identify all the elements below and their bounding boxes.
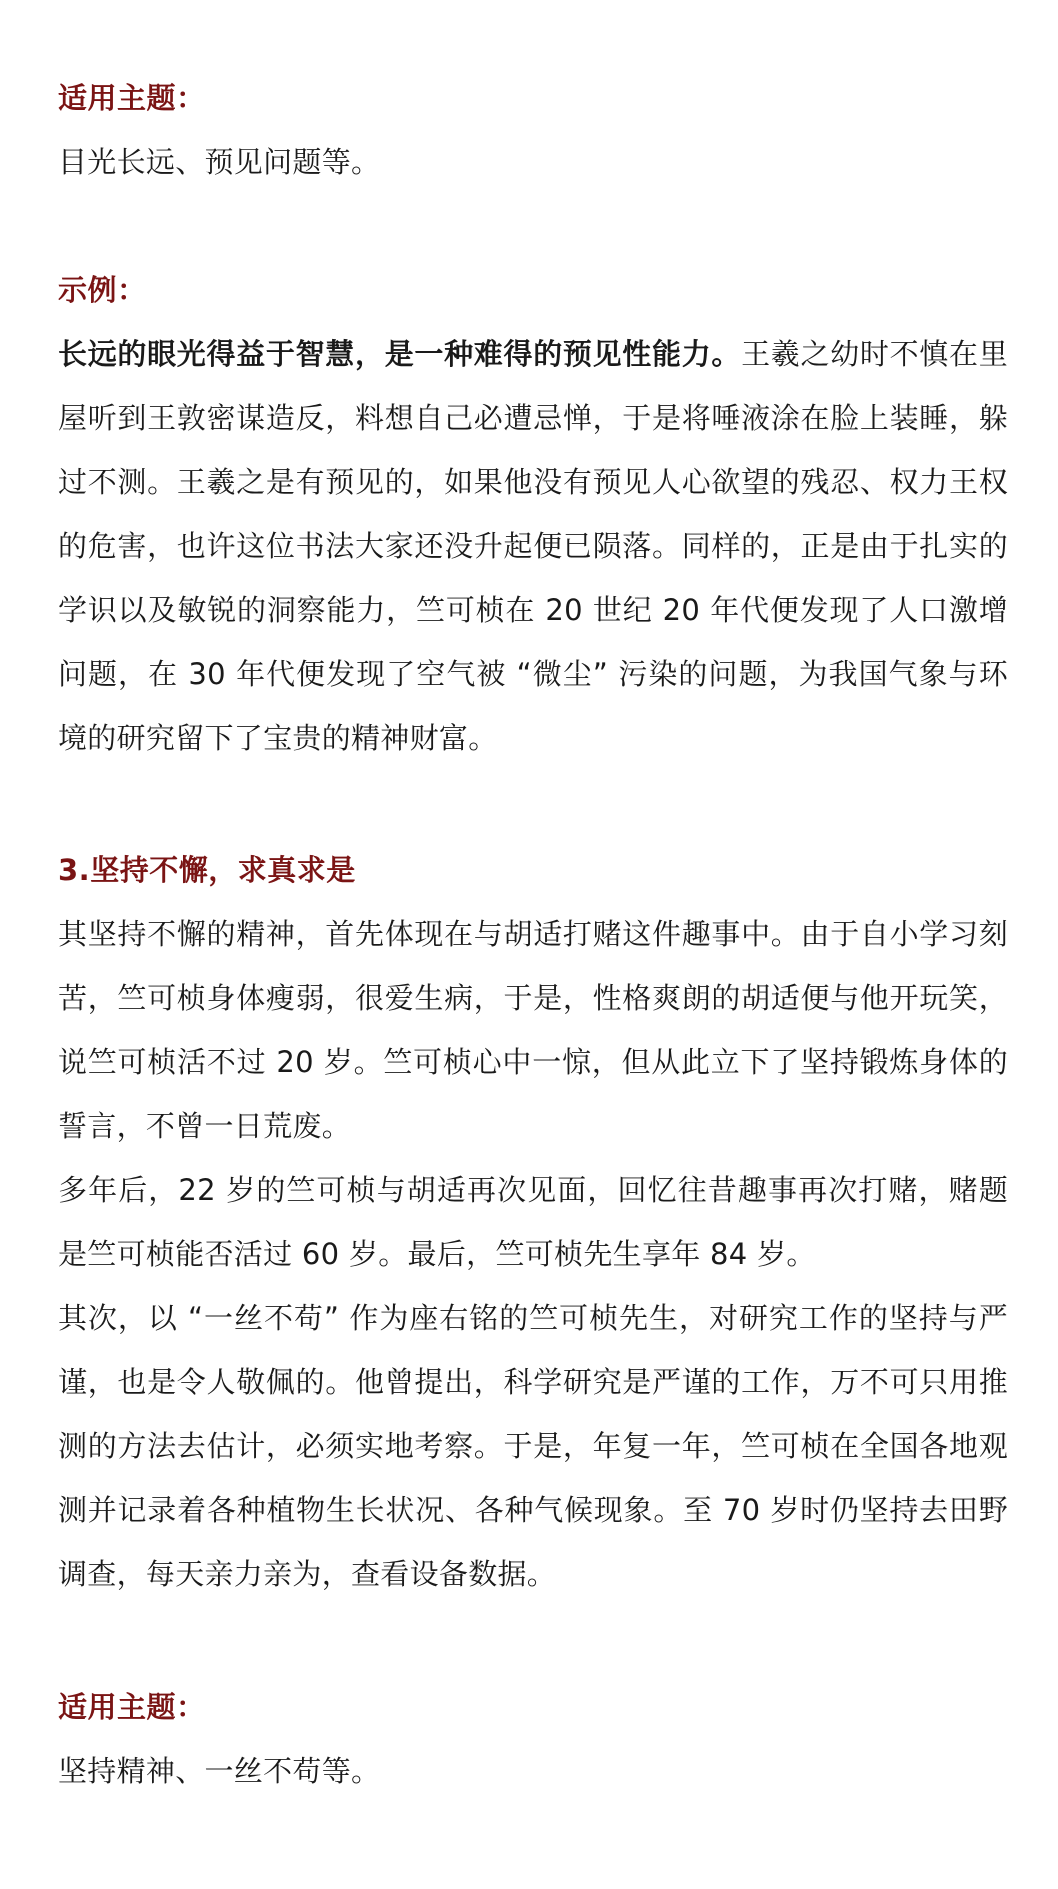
example-body-text: 王羲之幼时不慎在里屋听到王敦密谋造反，料想自己必遭忌惮，于是将唾液涂在脸上装睡，躲过不测。王羲之是有预见的，如果他没有预见人心欲望的残忍、权力王权的危害，也许这位书法大家还没升起便已陨落。同样的，正是由于扎实的学识以及敏锐的洞察能力，竺可桢在 20 世纪 20 年代便发现了人口激增问题，在 30 年代便发现了空气被 “微尘” 污染的问题，为我国气象与环境的研究留下了宝贵的精神财富。 (58, 337, 1008, 755)
section-3-paragraph: 其坚持不懈的精神，首先体现在与胡适打赌这件趣事中。由于自小学习刻苦，竺可桢身体瘦弱，很爱生病，于是，性格爽朗的胡适便与他开玩笑，说竺可桢活不过 20 岁。竺可桢心中一惊，但从此立下了坚持锻炼身体的誓言，不曾一日荒废。 (58, 917, 1008, 1143)
section-3-paragraph: 多年后，22 岁的竺可桢与胡适再次见面，回忆往昔趣事再次打赌，赌题是竺可桢能否活过 60 岁。最后，竺可桢先生享年 84 岁。 (58, 1173, 1008, 1271)
example-heading: 示例： (58, 273, 147, 307)
example-bold-sentence: 长远的眼光得益于智慧，是一种难得的预见性能力。 (58, 337, 742, 371)
theme-text-1: 目光长远、预见问题等。 (58, 145, 381, 179)
theme-heading-1: 适用主题： (58, 81, 206, 115)
theme-heading-2: 适用主题： (58, 1690, 206, 1724)
example-paragraph (58, 322, 1008, 770)
section-3-paragraph: 其次，以 “一丝不苟” 作为座右铭的竺可桢先生，对研究工作的坚持与严谨，也是令人敬佩的。他曾提出，科学研究是严谨的工作，万不可只用推测的方法去估计，必须实地考察。于是，年复一年，竺可桢在全国各地观测并记录着各种植物生长状况、各种气候现象。至 70 岁时仍坚持去田野调查，每天亲力亲为，查看设备数据。 (58, 1301, 1008, 1591)
section-3-heading: 3.坚持不懈，求真求是 (58, 853, 356, 887)
section-3-body (58, 902, 1008, 1606)
theme-text-2: 坚持精神、一丝不苟等。 (58, 1754, 381, 1788)
